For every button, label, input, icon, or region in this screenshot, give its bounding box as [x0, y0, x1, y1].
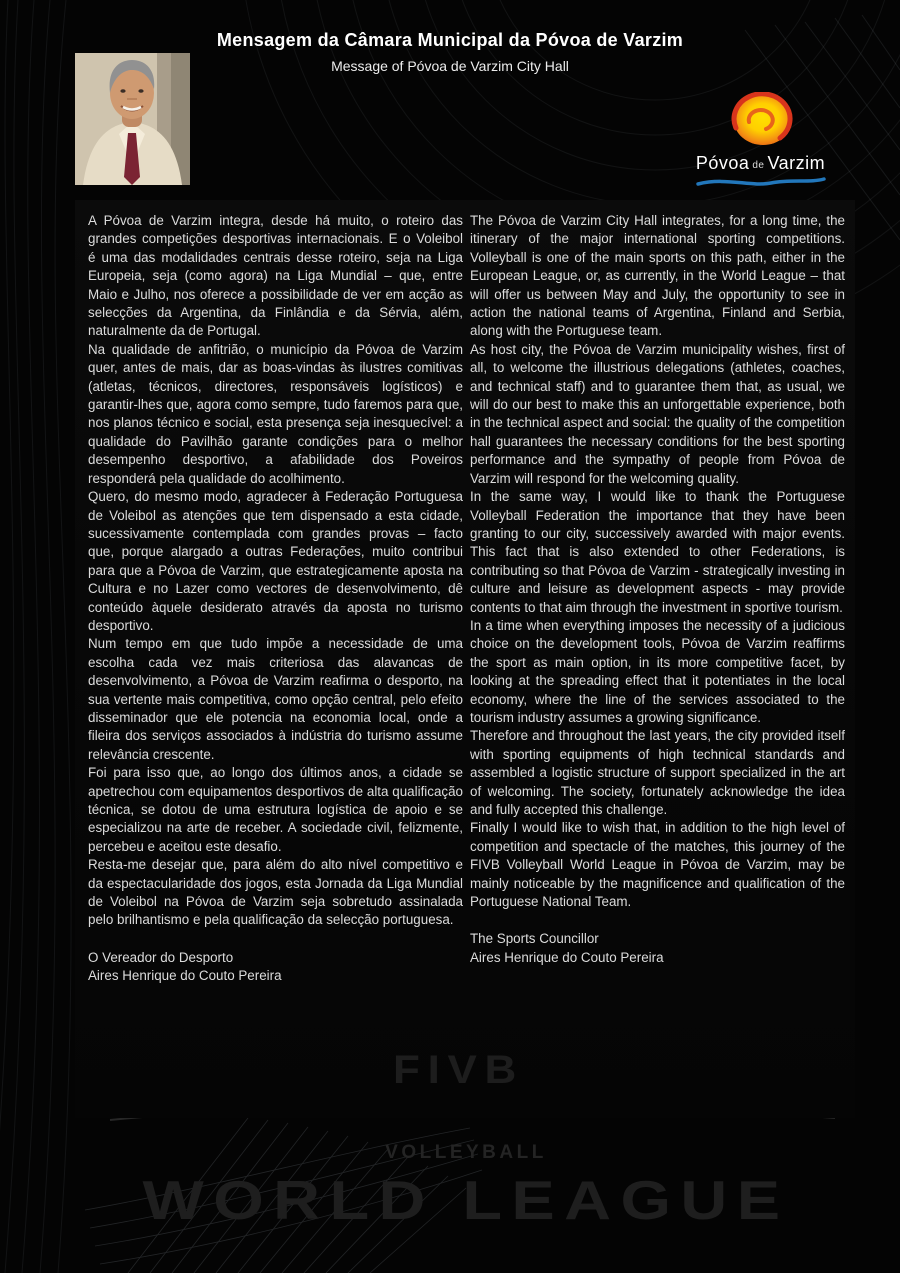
logo-word-povoa: Póvoa — [695, 153, 750, 173]
paragraph: In a time when everything imposes the necessity of a judicious choice on the development tools, Póvoa de Varzim reaffirms the sport as main option, in its more competitive facet, by looking at the spreading effect that it potentiates in the local economy, where the line of the services associated to the tourism industry assumes a growing significance. — [470, 617, 845, 725]
english-message-column — [470, 212, 845, 967]
paragraph: In the same way, I would like to thank the Portuguese Volleyball Federation the importance that they have been granting to our city, successively awarded with major events. This fact that is also extended to other Federations, is contributing so that Póvoa de Varzim - strategically investing in culture and leisure as development aspects - may provide contents to that aim through the investment in sportive tourism. — [470, 489, 845, 615]
signature-role-en: The Sports Councillor — [470, 931, 599, 947]
paragraph: As host city, the Póvoa de Varzim municipality wishes, first of all, to welcome the illustrious delegations (athletes, coaches, and technical staff) and to guarantee them that, as usual, we will do our best to make this an unforgettable experience, both in the technical aspect and social: the quality of the competition hall guarantees the necessary conditions for the best sporting performance and the sympathy of people from Póvoa de Varzim will respond for the welcoming quality. — [470, 341, 845, 486]
povoa-de-varzim-logo — [688, 92, 833, 188]
paragraph: A Póvoa de Varzim integra, desde há muito, o roteiro das grandes competições desportivas internacionais. E o Voleibol é uma das modalidades centrais desse roteiro, seja na Liga Europeia, seja (como agora) na Liga Mundial – que, entre Maio e Julho, nos oferece a possibilidade de ver em acção as selecções da Argentina, da Finlândia e da Sérvia, além, naturalmente da de Portugal. — [88, 213, 463, 339]
signature-name-en: Aires Henrique do Couto Pereira — [470, 949, 664, 965]
logo-wordmark — [688, 153, 833, 174]
page-title: Mensagem da Câmara Municipal da Póvoa de Varzim — [216, 30, 684, 50]
english-signature — [470, 930, 845, 967]
world-league-watermark-text: WORLD LEAGUE — [142, 1169, 790, 1231]
paragraph: Therefore and throughout the last years, the city provided itself with sporting equipments of high technical standards and assembled a logistic structure of support specialized in the art of welcoming. The society, fortunately acknowledge the idea and fully accepted this challenge. — [470, 728, 845, 817]
logo-word-de: de — [752, 160, 765, 171]
english-paragraphs — [470, 212, 845, 911]
world-league-watermark — [0, 1142, 900, 1232]
portuguese-signature — [88, 949, 463, 986]
paragraph: The Póvoa de Varzim City Hall integrates, for a long time, the itinerary of the major international sporting competitions. Volleyball is one of the main sports on this path, either in the European League, or, as currently, in the World League – that will offer us between May and July, the opportunity to see in action the national teams of Argentina, Finland and Serbia, along with the Portuguese team. — [470, 213, 845, 339]
paragraph: Foi para isso que, ao longo dos últimos anos, a cidade se apetrechou com equipamentos desportivos de alta qualificação técnica, se dotou de uma estrutura logística de apoio e se especializou na arte de receber. A sociedade civil, felizmente, percebeu e aceitou este desafio. — [88, 765, 463, 854]
sun-swirl-icon — [691, 92, 831, 150]
councillor-portrait-photo — [75, 53, 190, 185]
portuguese-paragraphs — [88, 212, 463, 930]
paragraph: Finally I would like to wish that, in addition to the high level of competition and spectacle of the matches, this journey of the FIVB Volleyball World League in Póvoa de Varzim, may be mainly noticeable by the magnificence and qualification of the Portuguese National Team. — [470, 820, 845, 910]
volleyball-watermark-text: VOLLEYBALL — [385, 1142, 547, 1163]
fivb-watermark: FIVB — [393, 1048, 525, 1092]
paragraph: Quero, do mesmo modo, agradecer à Federação Portuguesa de Voleibol as atenções que tem dispensado a esta cidade, sucessivamente contemplada com grandes provas – facto que, porque alargado a outras Federações, muito contribui para que a Póvoa de Varzim, que estrategicamente aposta na Cultura e no Lazer como vectores de desenvolvimento, dê conteúdo àquele desiderato através da aposta no turismo desportivo. — [88, 489, 463, 633]
portrait-illustration — [75, 53, 190, 185]
signature-name-pt: Aires Henrique do Couto Pereira — [88, 968, 282, 984]
portuguese-message-column — [88, 212, 463, 986]
wave-icon — [696, 175, 826, 188]
signature-role-pt: O Vereador do Desporto — [88, 949, 234, 965]
page-subtitle: Message of Póvoa de Varzim City Hall — [331, 58, 569, 74]
paragraph: Num tempo em que tudo impõe a necessidade de uma escolha cada vez mais criteriosa das alavancas de desenvolvimento, a Póvoa de Varzim reafirma o desporto, na sua vertente mais competitiva, como opção central, pelo efeito disseminador que ele potencia na economia local, onde a fileira dos serviços associados à indústria do turismo assume relevância crescente. — [88, 636, 463, 762]
logo-word-varzim: Varzim — [767, 153, 826, 173]
paragraph: Na qualidade de anfitrião, o município da Póvoa de Varzim quer, antes de mais, dar as boas-vindas às ilustres comitivas (atletas, técnicos, directores, responsáveis logísticos) e garantir-lhes que, agora como sempre, tudo faremos para que, nos planos técnico e social, esta presença seja inesquecível: a qualidade do Pavilhão garante condições para o melhor desempenho desportivo, a afabilidade dos Poveiros responderá pela qualidade do acolhimento. — [88, 341, 463, 486]
paragraph: Resta-me desejar que, para além do alto nível competitivo e da espectacularidade dos jogos, esta Jornada da Liga Mundial de Voleibol na Póvoa de Varzim seja sobretudo assinalada pelo brilhantismo e pela qualificação da selecção portuguesa. — [88, 857, 463, 928]
